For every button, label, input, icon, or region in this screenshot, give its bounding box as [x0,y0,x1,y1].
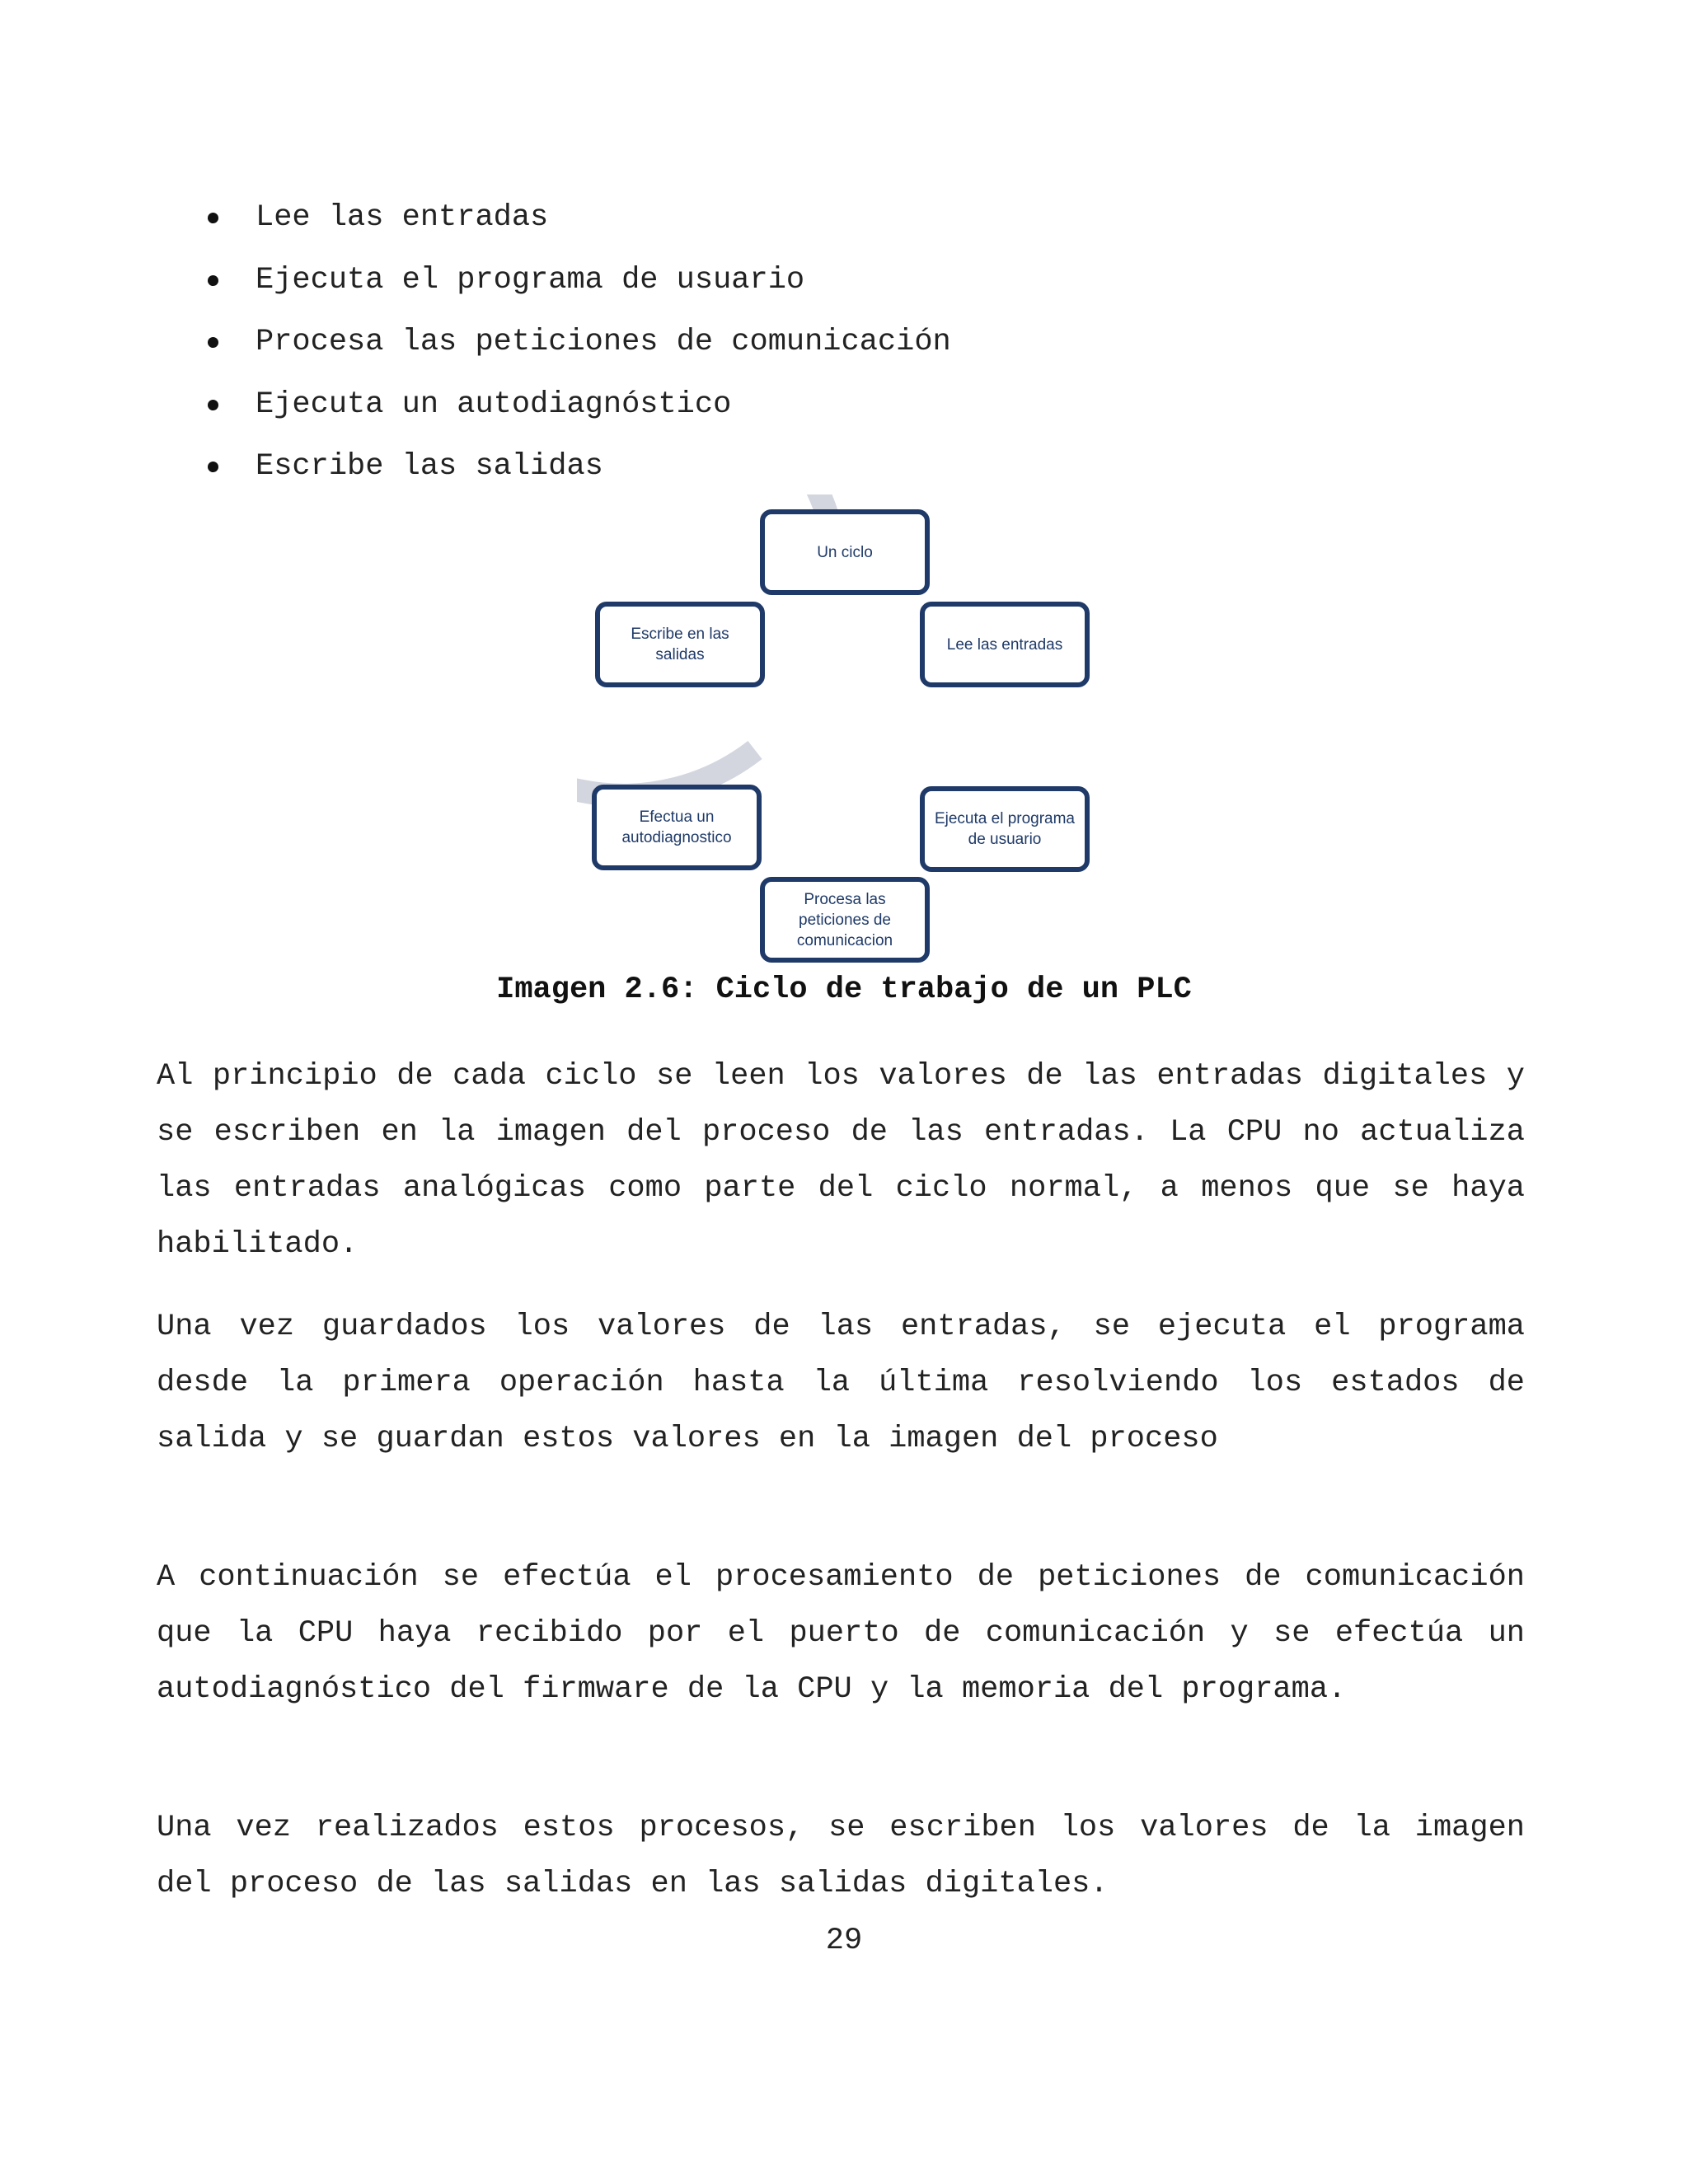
bullet-list [198,196,951,508]
node-un-ciclo: Un ciclo [760,509,930,595]
body-paragraph-1: Al principio de cada ciclo se leen los valores de las entradas digitales y se escriben en la imagen del proceso de las entradas. La CPU no actualiza las entradas analógicas como parte del ciclo normal, a menos que se haya habilitado. [157,1059,1525,1262]
bullet-text: Lee las entradas [256,200,549,235]
bullet-item [198,196,951,259]
node-escribe-salidas: Escribe en las salidas [595,602,765,687]
bullet-dot-icon [208,337,218,348]
bullet-item [198,383,951,446]
figure-caption: Imagen 2.6: Ciclo de trabajo de un PLC [496,972,1192,1007]
bullet-dot-icon [208,275,218,286]
bullet-text: Procesa las peticiones de comunicación [256,325,951,359]
node-efectua-autodiagnostico: Efectua un autodiagnostico [592,785,762,870]
body-paragraph-4: Una vez realizados estos procesos, se escriben los valores de la imagen del proceso de las salidas en las salidas digitales. [157,1811,1525,1901]
bullet-text: Ejecuta un autodiagnóstico [256,387,732,422]
node-procesa-peticiones: Procesa las peticiones de comunicacion [760,877,930,963]
bullet-dot-icon [208,213,218,223]
bullet-text: Ejecuta el programa de usuario [256,262,805,298]
bullet-item [198,321,951,383]
bullet-text: Escribe las salidas [256,449,603,484]
node-lee-entradas: Lee las entradas [920,602,1090,687]
body-paragraph-2: Una vez guardados los valores de las entradas, se ejecuta el programa desde la primera operación hasta la última resolviendo los estados de salida y se guardan estos valores en la imagen del proceso [157,1310,1525,1456]
bullet-dot-icon [208,400,218,410]
bullet-item [198,259,951,321]
node-ejecuta-programa: Ejecuta el programa de usuario [920,786,1090,872]
plc-cycle-diagram [577,494,1121,972]
bullet-dot-icon [208,462,218,472]
page-number: 29 [825,1924,863,1958]
body-paragraph-3: A continuación se efectúa el procesamiento de peticiones de comunicación que la CPU haya recibido por el puerto de comunicación y se efectúa un autodiagnóstico del firmware de la CPU y la memoria del programa. [157,1560,1525,1707]
